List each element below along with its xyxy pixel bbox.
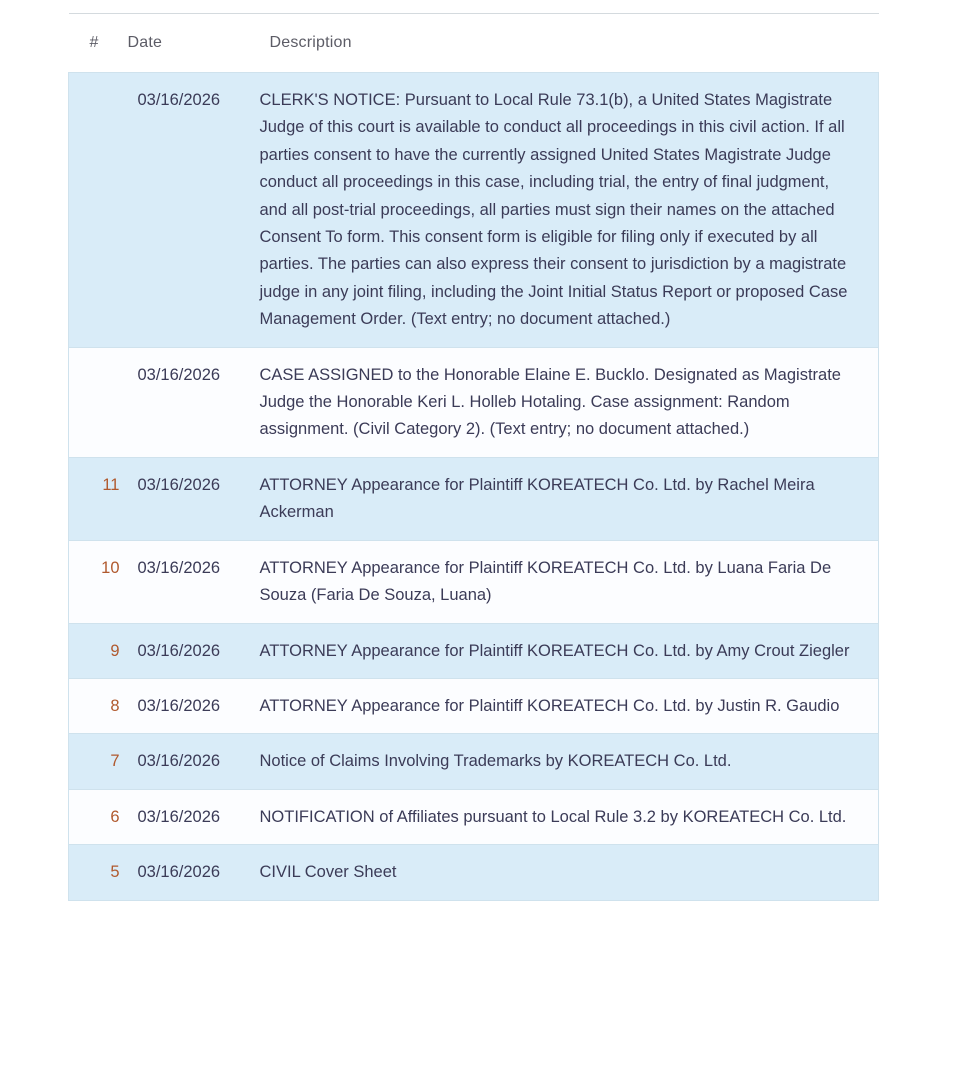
entry-description: Notice of Claims Involving Trademarks by KOREATECH Co. Ltd. xyxy=(259,752,732,771)
column-header-number: # xyxy=(89,34,99,51)
entry-date: 03/16/2026 xyxy=(137,807,221,826)
entry-date: 03/16/2026 xyxy=(137,91,221,109)
column-header-date: Date xyxy=(127,34,163,51)
entry-date: 03/16/2026 xyxy=(137,475,221,494)
document-number-link[interactable]: 7 xyxy=(110,752,120,771)
document-number-link[interactable]: 6 xyxy=(110,807,120,826)
docket-entry-row xyxy=(69,347,879,457)
entry-number-cell xyxy=(69,734,120,789)
docket-entry-row xyxy=(69,789,879,844)
entry-date: 03/16/2026 xyxy=(137,696,221,715)
docket-entry-row xyxy=(69,623,879,678)
entry-date: 03/16/2026 xyxy=(137,863,221,882)
entry-description: CIVIL Cover Sheet xyxy=(259,863,397,882)
docket-entry-row xyxy=(69,734,879,789)
column-header-description: Description xyxy=(269,34,352,51)
entry-number-cell xyxy=(69,73,120,348)
entry-description: ATTORNEY Appearance for Plaintiff KOREATECH Co. Ltd. by Justin R. Gaudio xyxy=(259,696,840,715)
docket-entry-row xyxy=(69,678,879,733)
document-number-link[interactable]: 11 xyxy=(102,475,120,494)
entry-date: 03/16/2026 xyxy=(137,752,221,771)
docket-entry-row xyxy=(69,457,879,540)
entry-number-cell xyxy=(69,789,120,844)
docket-table-header xyxy=(69,14,879,73)
entry-description: CLERK'S NOTICE: Pursuant to Local Rule 73.1(b), a United States Magistrate Judge of this court is available to conduct all proceedings in this civil action. If all parties consent to have the currently assigned United States Magistrate Judge conduct all proceedings in this case, including trial, the entry of final judgment, and all post-trial proceedings, all parties must sign their names on the attached Consent To form. This consent form is eligible for filing only if executed by all parties. The parties can also express their consent to jurisdiction by a magistrate judge in any joint filing, including the Joint Initial Status Report or proposed Case Management Order. (Text entry; no document attached.) xyxy=(259,91,848,329)
docket-table xyxy=(68,13,879,901)
entry-description: CASE ASSIGNED to the Honorable Elaine E. Bucklo. Designated as Magistrate Judge the Honorable Keri L. Holleb Hotaling. Case assignment: Random assignment. (Civil Category 2). (Text entry; no document attached.) xyxy=(259,365,841,439)
document-number-link[interactable]: 10 xyxy=(101,558,120,577)
entry-date: 03/16/2026 xyxy=(137,558,221,577)
entry-number-cell xyxy=(69,845,120,900)
entry-number-cell xyxy=(69,678,120,733)
entry-number-cell xyxy=(69,457,120,540)
document-number-link[interactable]: 8 xyxy=(110,696,120,715)
entry-description: ATTORNEY Appearance for Plaintiff KOREATECH Co. Ltd. by Rachel Meira Ackerman xyxy=(259,475,815,522)
entry-date: 03/16/2026 xyxy=(137,641,221,660)
entry-date: 03/16/2026 xyxy=(137,365,221,384)
entry-number-cell xyxy=(69,623,120,678)
entry-description: NOTIFICATION of Affiliates pursuant to Local Rule 3.2 by KOREATECH Co. Ltd. xyxy=(259,807,847,826)
document-number-link[interactable]: 9 xyxy=(110,641,120,660)
document-number-link[interactable]: 5 xyxy=(110,863,120,882)
header-row xyxy=(69,14,879,73)
docket-entry-row xyxy=(69,540,879,623)
entry-description: ATTORNEY Appearance for Plaintiff KOREATECH Co. Ltd. by Luana Faria De Souza (Faria De Souza, Luana) xyxy=(259,558,832,605)
entry-number-cell xyxy=(69,540,120,623)
docket-table-container xyxy=(68,13,879,901)
docket-entry-row xyxy=(69,73,879,348)
docket-table-body xyxy=(69,73,879,901)
entry-number-cell xyxy=(69,347,120,457)
entry-description: ATTORNEY Appearance for Plaintiff KOREATECH Co. Ltd. by Amy Crout Ziegler xyxy=(259,641,850,660)
docket-entry-row xyxy=(69,845,879,900)
